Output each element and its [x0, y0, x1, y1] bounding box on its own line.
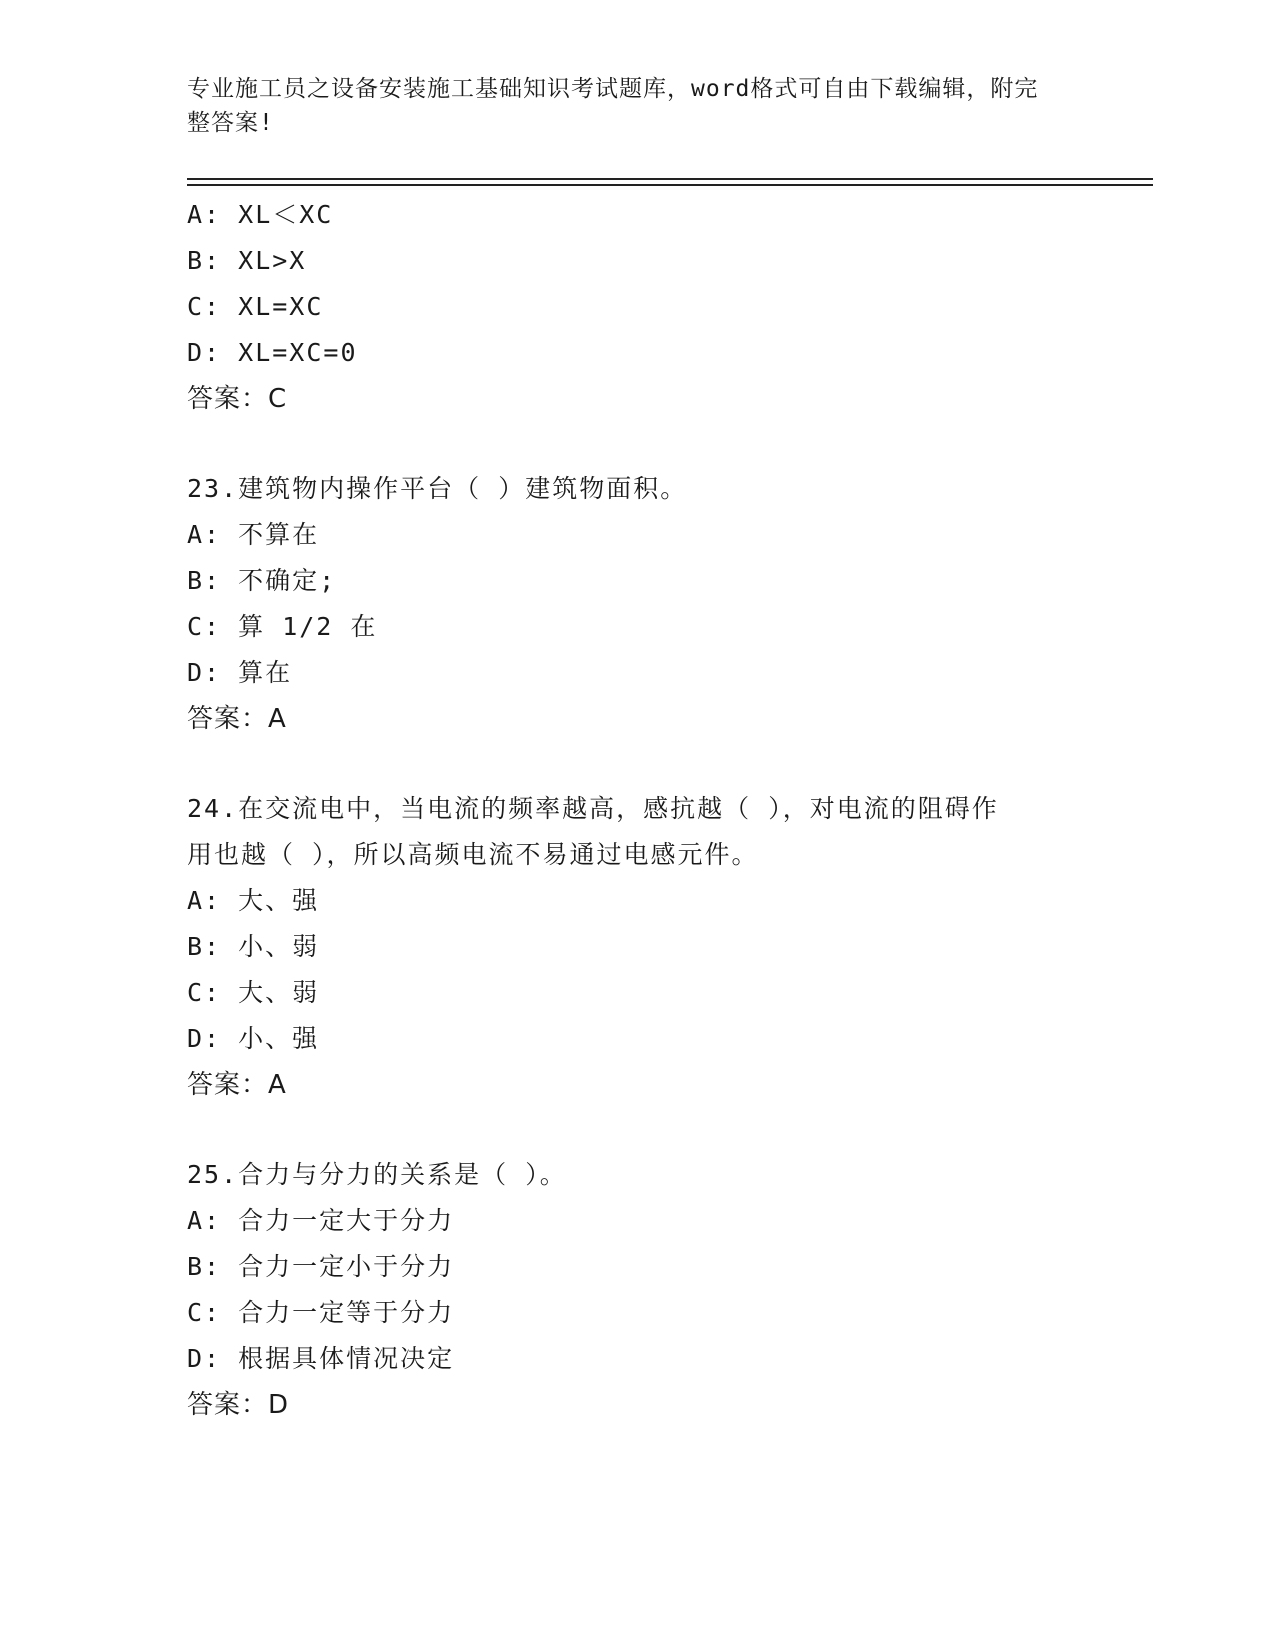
question-text: 25.合力与分力的关系是（ ）。 — [187, 1160, 567, 1189]
option-b: B: 不确定; — [187, 566, 337, 595]
option-d: D: 根据具体情况决定 — [187, 1344, 455, 1373]
question-23 — [187, 466, 1087, 742]
question-list — [187, 192, 1087, 1428]
answer-label: 答案：D — [187, 1390, 290, 1420]
spacer — [187, 742, 1087, 786]
option-d: D: 小、强 — [187, 1024, 320, 1053]
option-d: D: XL=XC=0 — [187, 338, 358, 367]
option-b: B: 合力一定小于分力 — [187, 1252, 455, 1281]
question-24 — [187, 786, 1087, 1108]
option-a: A: 不算在 — [187, 520, 320, 549]
document-header — [187, 72, 1067, 140]
answer-label: 答案：A — [187, 704, 287, 734]
option-a: A: 合力一定大于分力 — [187, 1206, 455, 1235]
option-a: A: 大、强 — [187, 886, 320, 915]
option-b: B: 小、弱 — [187, 932, 320, 961]
option-b: B: XL>X — [187, 246, 307, 275]
question-25 — [187, 1152, 1087, 1428]
header-line-2: 整答案! — [187, 110, 274, 136]
option-c: C: XL=XC — [187, 292, 324, 321]
header-divider-bottom — [187, 184, 1153, 186]
option-d: D: 算在 — [187, 658, 293, 687]
option-c: C: 大、弱 — [187, 978, 320, 1007]
spacer — [187, 1108, 1087, 1152]
answer-label: 答案：C — [187, 384, 288, 414]
question-22 — [187, 192, 1087, 422]
question-text-line-2: 用也越（ ），所以高频电流不易通过电感元件。 — [187, 840, 759, 869]
question-text: 23.建筑物内操作平台（ ）建筑物面积。 — [187, 474, 688, 503]
spacer — [187, 422, 1087, 466]
question-text-line-1: 24.在交流电中，当电流的频率越高，感抗越（ ），对电流的阻碍作 — [187, 794, 999, 823]
option-c: C: 合力一定等于分力 — [187, 1298, 455, 1327]
header-line-1: 专业施工员之设备安装施工基础知识考试题库，word格式可自由下载编辑，附完 — [187, 76, 1039, 102]
header-divider-top — [187, 178, 1153, 180]
option-a: A: XL＜XC — [187, 200, 334, 229]
option-c: C: 算 1/2 在 — [187, 612, 378, 641]
answer-label: 答案：A — [187, 1070, 287, 1100]
